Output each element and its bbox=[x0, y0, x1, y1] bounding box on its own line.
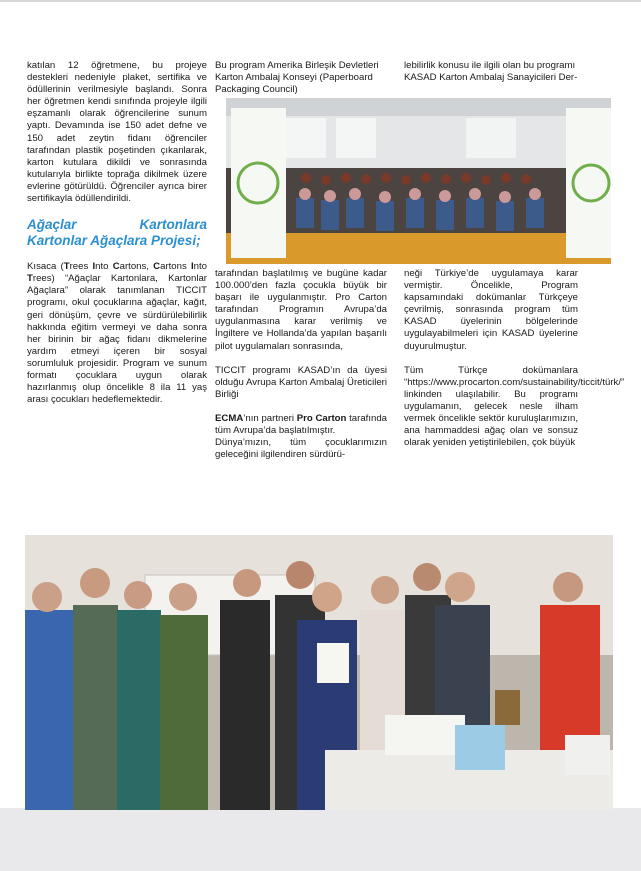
section-heading: Ağaçlar Kartonlara Kartonlar Ağaçlara Projesi; bbox=[27, 217, 207, 249]
col2-top-text: Bu program Amerika Birleşik Devletleri Karton Ambalaj Konseyi (Paperboard Packaging Council) bbox=[215, 60, 379, 96]
column-3 bbox=[404, 268, 625, 461]
column-3-top bbox=[404, 60, 578, 96]
col3-paragraph-2: Tüm Türkçe dokümanlara “https://www.procarton.com/sustainability/ticcit/türk/” linkinden ulaşılabilir. Bu programı uygulamanın, gelecek nesle ilham vermek öncelikle sektör kuruluşlarımızın, ana hammaddesi ağaç olan ve sonsuz olarak yeniden yetiştirilebilen, çok büyük bbox=[404, 364, 625, 449]
col3-top-text: lebilirlik konusu ile ilgili olan bu programı KASAD Karton Ambalaj Sanayicileri Der- bbox=[404, 60, 578, 84]
column-2 bbox=[215, 268, 387, 473]
col2-paragraph-2: TICCIT programı KASAD’ın da üyesi olduğu Avrupa Karton Ambalaj Üreticileri Birliği bbox=[215, 364, 387, 400]
group-photo bbox=[25, 535, 613, 810]
col1-paragraph-1: katılan 12 öğretmene, bu projeye destekleri nedeniyle plaket, sertifika ve ödüllerinin verilmesiyle başlandı. Sonra her öğretmen kendi sınıfında projeyle ilgili eşzamanlı olarak öğrencilerine sunum yaptı. Devamında ise 150 adet defne ve 150 adet zeytin fidanı öğrenciler tarafından plastik poşetinden çıkanlarak, karton kutulara dikildi ve sonrasında kutularıyla birlikte toprağa dikilmek üzere evlerine götürüldü. Öğrenciler ayrıca birer sertifikayla ödüllendirildi. bbox=[27, 60, 207, 205]
column-1 bbox=[27, 60, 207, 418]
col2-paragraph-1: tarafından başlatılmış ve bugüne kadar 100.000’den fazla çocukla büyük bir başarı ile uygulanmıştır. Pro Carton tarafından Programın Avrupa’da uygulanmasına karar verilmiş ve İngiltere ve Hollanda’da yapılan başarılı pilot uygulamaları sonrasında, bbox=[215, 268, 387, 352]
col3-paragraph-1: neği Türkiye’de uygulamaya karar vermiştir. Öncelikle, Program kapsamındaki dokümanlar Türkçeye çevrilmiş, sonrasında program tüm KASAD üyelerinin bölgelerinde uygulayabilmeleri için KASAD üyelerine duyurulmuştur. bbox=[404, 268, 578, 352]
auditorium-photo bbox=[226, 98, 611, 264]
col2-paragraph-3: ECMA’nın partneri Pro Carton tarafında tüm Avrupa’da başlatılmıştır. bbox=[215, 412, 387, 437]
col2-paragraph-4: Dünya’mızın, tüm çocuklarımızın geleceğini ilgilendiren sürdürü- bbox=[215, 437, 387, 461]
col1-paragraph-2: Kısaca (Trees Into Cartons, Cartons Into Trees) “Ağaçlar Kartonlara, Kartonlar Ağaçlara” olarak tanımlanan TICCIT programı, okul çocuklarına ağaçlar, kağıt, geri dönüşüm, çevre ve sürdürülebilirlik hakkında eğitim vermeyi ve daha sonra her birinin bir ağaç fidanı dikmelerine yardım etmeyi içeren bir sosyal sorumluluk projesidir. Program ve sunum formatı çocuklara uygun olarak hazırlanmış olup öncelikle 8 ila 11 yaş arası çocukları hedeflemektedir. bbox=[27, 261, 207, 406]
